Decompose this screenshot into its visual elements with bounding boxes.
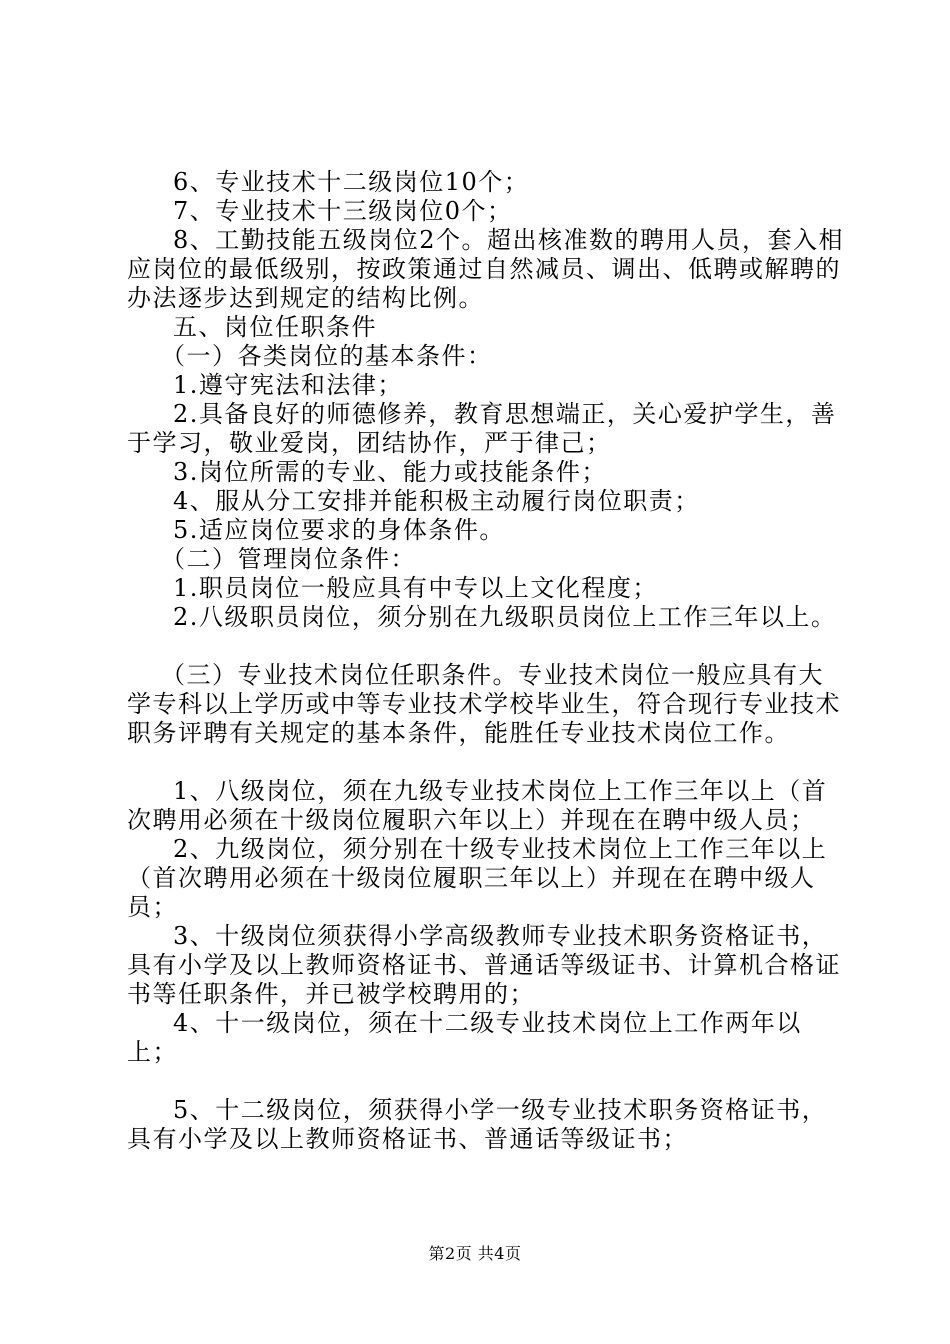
paragraph: 1.职员岗位一般应具有中专以上文化程度； — [173, 574, 658, 602]
subsection-heading: （二）管理岗位条件： — [161, 545, 416, 573]
paragraph: 1.遵守宪法和法律； — [173, 371, 403, 399]
page-number-label: 第2页 共4页 — [428, 1244, 522, 1263]
paragraph: 8、工勤技能五级岗位2个。超出核准数的聘用人员，套入相应岗位的最低级别，按政策通过自然减员、调出、低聘或解聘的办法逐步达到规定的结构比例。 — [127, 226, 845, 312]
paragraph: 4、服从分工安排并能积极主动履行岗位职责； — [173, 487, 700, 515]
paragraph: 5.适应岗位要求的身体条件。 — [173, 516, 505, 544]
page-footer — [0, 1244, 950, 1264]
paragraph: 2、九级岗位，须分别在十级专业技术岗位上工作三年以上（首次聘用必须在十级岗位履职三年以上）并现在在聘中级人员； — [127, 835, 828, 921]
paragraph: 2.八级职员岗位，须分别在九级职员岗位上工作三年以上。 — [173, 603, 837, 631]
paragraph: 5、十二级岗位，须获得小学一级专业技术职务资格证书，具有小学及以上教师资格证书、普通话等级证书； — [127, 1096, 828, 1153]
paragraph: 3.岗位所需的专业、能力或技能条件； — [173, 458, 607, 486]
section-heading: 五、岗位任职条件 — [173, 313, 377, 341]
paragraph: 4、十一级岗位，须在十二级专业技术岗位上工作两年以上； — [127, 1009, 802, 1066]
paragraph: 3、十级岗位须获得小学高级教师专业技术职务资格证书，具有小学及以上教师资格证书、普通话等级证书、计算机合格证书等任职条件，并已被学校聘用的； — [127, 922, 841, 1008]
paragraph: 2.具备良好的师德修养，教育思想端正，关心爱护学生，善于学习，敬业爱岗，团结协作，严于律己； — [127, 400, 837, 457]
paragraph: 7、专业技术十三级岗位0个； — [173, 197, 513, 225]
paragraph: 1、八级岗位，须在九级专业技术岗位上工作三年以上（首次聘用必须在十级岗位履职六年以上）并现在在聘中级人员； — [127, 777, 828, 834]
subsection-heading: （一）各类岗位的基本条件： — [161, 342, 493, 370]
subsection-heading: （三）专业技术岗位任职条件。专业技术岗位一般应具有大学专科以上学历或中等专业技术学校毕业生，符合现行专业技术职务评聘有关规定的基本条件，能胜任专业技术岗位工作。 — [127, 661, 841, 747]
paragraph: 6、专业技术十二级岗位10个； — [173, 168, 530, 196]
document-body — [127, 168, 847, 1154]
